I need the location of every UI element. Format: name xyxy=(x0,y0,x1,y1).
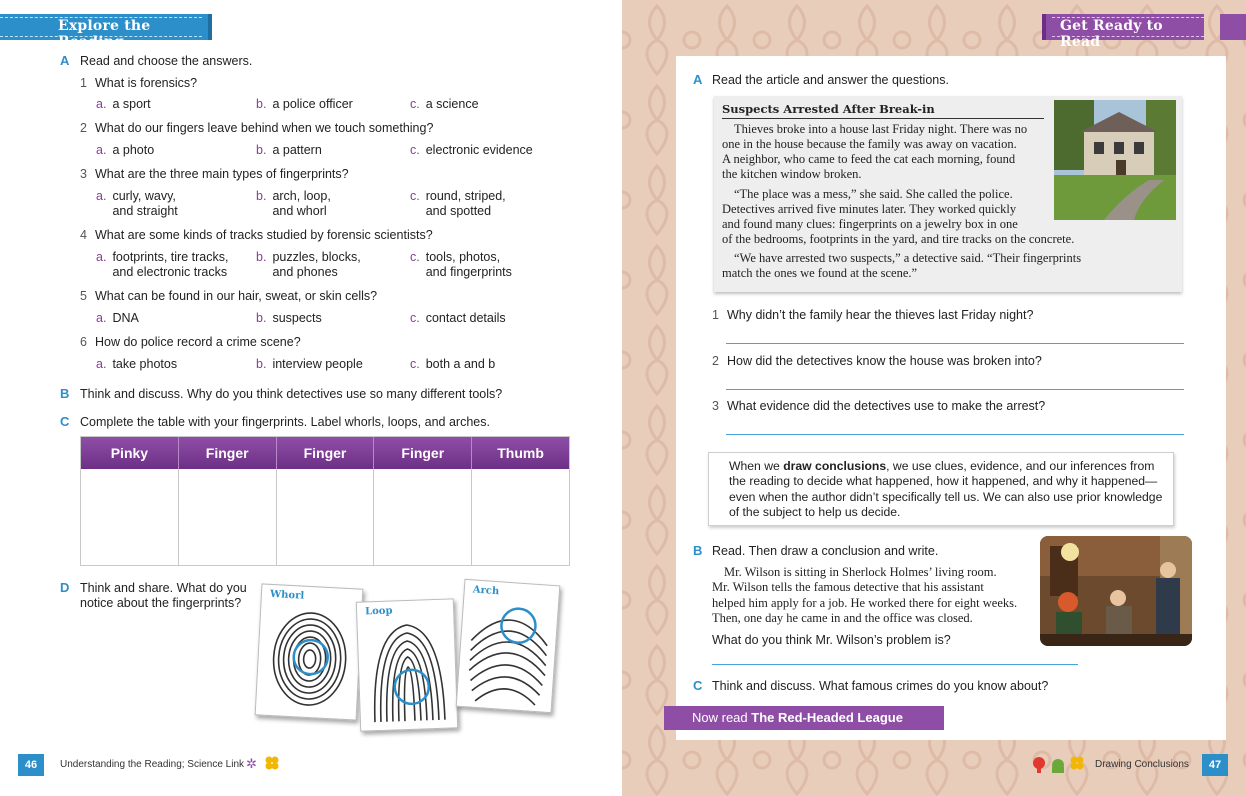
article-line: the kitchen window broken. xyxy=(722,167,862,181)
question-text: Why didn’t the family hear the thieves last Friday night? xyxy=(727,308,1034,322)
answer-option[interactable]: c. contact details xyxy=(410,311,506,325)
fingerprint-table xyxy=(80,436,570,566)
article-line: and found many clues: fingerprints on a jewelry box in one xyxy=(722,217,1018,231)
fingerprint-cell[interactable] xyxy=(472,469,569,565)
sherlock-holmes-illustration xyxy=(1040,536,1192,646)
section-b-text: Think and discuss. Why do you think detectives use so many different tools? xyxy=(80,387,503,401)
fingerprint-cell[interactable] xyxy=(374,469,472,565)
column-header-pinky: Pinky xyxy=(81,437,179,469)
article-line: “We have arrested two suspects,” a detective said. “Their fingerprints xyxy=(734,251,1082,265)
answer-option[interactable]: b. arch, loop, and whorl xyxy=(256,189,331,218)
article-line: match the ones we found at the scene.” xyxy=(722,266,918,280)
tip-text: When we draw conclusions, we use clues, evidence, and our inferences from the reading to decide what happened, how it happened, and why it happened—even when the author didn’t specifically tell us. We can also use prior knowledge of the subject to help us decide. xyxy=(729,459,1163,520)
arch-fingerprint-icon xyxy=(457,580,562,714)
get-ready-title: Get Ready to Read xyxy=(1060,18,1163,50)
answer-option[interactable]: c. electronic evidence xyxy=(410,143,533,157)
answer-line[interactable] xyxy=(726,389,1184,390)
banner-stub-right xyxy=(1220,14,1246,40)
news-article xyxy=(714,96,1182,292)
answer-option[interactable]: a. a photo xyxy=(96,143,155,157)
house-photo xyxy=(1054,100,1176,220)
answer-option[interactable]: a. a sport xyxy=(96,97,151,111)
question-number: 1 xyxy=(712,308,719,322)
answer-option[interactable]: a. curly, wavy, and straight xyxy=(96,189,178,218)
question-number: 6 xyxy=(80,335,87,349)
footer-right-text: Drawing Conclusions xyxy=(1095,759,1189,770)
holmes-scene-icon xyxy=(1040,536,1192,646)
arch-card xyxy=(456,579,561,713)
article-line: one in the house because the family was away on vacation. xyxy=(722,137,1017,151)
question-text: What can be found in our hair, sweat, or skin cells? xyxy=(95,289,378,303)
article-line: Detectives arrived five minutes later. They worked quickly xyxy=(722,202,1017,216)
now-read-title: The Red-Headed League xyxy=(751,710,903,725)
get-ready-banner xyxy=(1042,14,1204,50)
story-line: Mr. Wilson is sitting in Sherlock Holmes’ living room. xyxy=(724,565,997,579)
section-d-line-1: Think and share. What do you xyxy=(80,581,247,595)
section-d-line-2: notice about the fingerprints? xyxy=(80,596,242,610)
question-number: 2 xyxy=(80,121,87,135)
story-line: helped him apply for a job. He worked there for eight weeks. xyxy=(712,596,1018,610)
answer-option[interactable]: c. a science xyxy=(410,97,479,111)
section-a-instruction: Read and choose the answers. xyxy=(80,54,253,68)
question-number: 1 xyxy=(80,76,87,90)
page-number-left: 46 xyxy=(18,754,44,776)
question-number: 5 xyxy=(80,289,87,303)
house-image-icon xyxy=(1054,100,1176,220)
question-text: What are the three main types of fingerprints? xyxy=(95,167,349,181)
bug-icon: ✲ xyxy=(246,756,257,771)
question-number: 4 xyxy=(80,228,87,242)
story-question: What do you think Mr. Wilson’s problem is? xyxy=(712,633,951,647)
section-a-letter: A xyxy=(60,53,70,68)
answer-option[interactable]: c. round, striped, and spotted xyxy=(410,189,506,218)
question-number: 2 xyxy=(712,354,719,368)
story-line: Mr. Wilson tells the famous detective that his assistant xyxy=(712,580,984,594)
answer-option[interactable]: a. take photos xyxy=(96,357,178,371)
fingerprint-cell[interactable] xyxy=(277,469,375,565)
article-title-rule xyxy=(722,118,1044,119)
fingerprint-table-header xyxy=(81,437,569,469)
section-c-letter: C xyxy=(60,414,70,429)
fingerprint-table-body xyxy=(81,469,569,565)
arch-label: Arch xyxy=(472,584,500,598)
answer-option[interactable]: b. a pattern xyxy=(256,143,322,157)
answer-option[interactable]: a. footprints, tire tracks, and electronic tracks xyxy=(96,250,229,279)
answer-option[interactable]: b. suspects xyxy=(256,311,322,325)
column-header-finger: Finger xyxy=(374,437,472,469)
loop-card xyxy=(356,598,458,731)
loop-label: Loop xyxy=(364,605,393,618)
section-d-letter: D xyxy=(60,580,70,595)
question-number: 3 xyxy=(80,167,87,181)
fingerprint-cell[interactable] xyxy=(81,469,179,565)
answer-option[interactable]: b. interview people xyxy=(256,357,363,371)
level-icons xyxy=(1030,755,1090,773)
answer-option[interactable]: b. a police officer xyxy=(256,97,353,111)
explore-reading-title: Explore the Reading xyxy=(58,18,151,50)
answer-line[interactable] xyxy=(726,343,1184,344)
article-line: of the bedrooms, footprints in the yard, and tire tracks on the concrete. xyxy=(722,232,1075,246)
question-text: What is forensics? xyxy=(95,76,198,90)
now-read-banner[interactable]: Now read The Red-Headed League xyxy=(664,706,944,730)
column-header-finger: Finger xyxy=(179,437,277,469)
question-text: What are some kinds of tracks studied by forensic scientists? xyxy=(95,228,433,242)
page-number-right: 47 xyxy=(1202,754,1228,776)
article-line: “The place was a mess,” she said. She called the police. xyxy=(734,187,1013,201)
section-c-text: Complete the table with your fingerprints. Label whorls, loops, and arches. xyxy=(80,415,490,429)
tip-bold-term: draw conclusions xyxy=(783,459,887,473)
question-text: How did the detectives know the house was broken into? xyxy=(727,354,1042,368)
answer-line[interactable] xyxy=(726,434,1184,435)
whorl-label: Whorl xyxy=(269,588,305,602)
right-section-c-letter: C xyxy=(693,678,703,693)
fingerprint-cell[interactable] xyxy=(179,469,277,565)
question-text: What do our fingers leave behind when we touch something? xyxy=(95,121,434,135)
loop-fingerprint-icon xyxy=(357,599,459,732)
flower-icon xyxy=(264,755,280,771)
answer-option[interactable]: c. tools, photos, and fingerprints xyxy=(410,250,512,279)
article-line: Thieves broke into a house last Friday night. There was no xyxy=(734,122,1028,136)
article-title: Suspects Arrested After Break-in xyxy=(722,102,935,116)
question-text: How do police record a crime scene? xyxy=(95,335,301,349)
right-section-a-letter: A xyxy=(693,72,703,87)
whorl-fingerprint-icon xyxy=(256,584,365,721)
footer-left-text: Understanding the Reading; Science Link xyxy=(60,759,245,770)
right-section-b-letter: B xyxy=(693,543,703,558)
answer-option[interactable]: c. both a and b xyxy=(410,357,496,371)
article-line: A neighbor, who came to feed the cat each morning, found xyxy=(722,152,1016,166)
question-text: What evidence did the detectives use to make the arrest? xyxy=(727,399,1046,413)
whorl-card xyxy=(255,583,364,720)
answer-line[interactable] xyxy=(712,664,1078,665)
right-section-c-text: Think and discuss. What famous crimes do you know about? xyxy=(712,679,1049,693)
right-section-a-instruction: Read the article and answer the questions. xyxy=(712,73,949,87)
column-header-finger: Finger xyxy=(277,437,375,469)
draw-conclusions-tip xyxy=(708,452,1174,526)
explore-reading-banner xyxy=(0,14,212,50)
column-header-thumb: Thumb xyxy=(497,445,544,461)
answer-option[interactable]: b. puzzles, blocks, and phones xyxy=(256,250,361,279)
right-section-b-instruction: Read. Then draw a conclusion and write. xyxy=(712,544,939,558)
question-number: 3 xyxy=(712,399,719,413)
answer-option[interactable]: a. DNA xyxy=(96,311,139,325)
story-line: Then, one day he came in and the office was closed. xyxy=(712,611,973,625)
section-b-letter: B xyxy=(60,386,70,401)
